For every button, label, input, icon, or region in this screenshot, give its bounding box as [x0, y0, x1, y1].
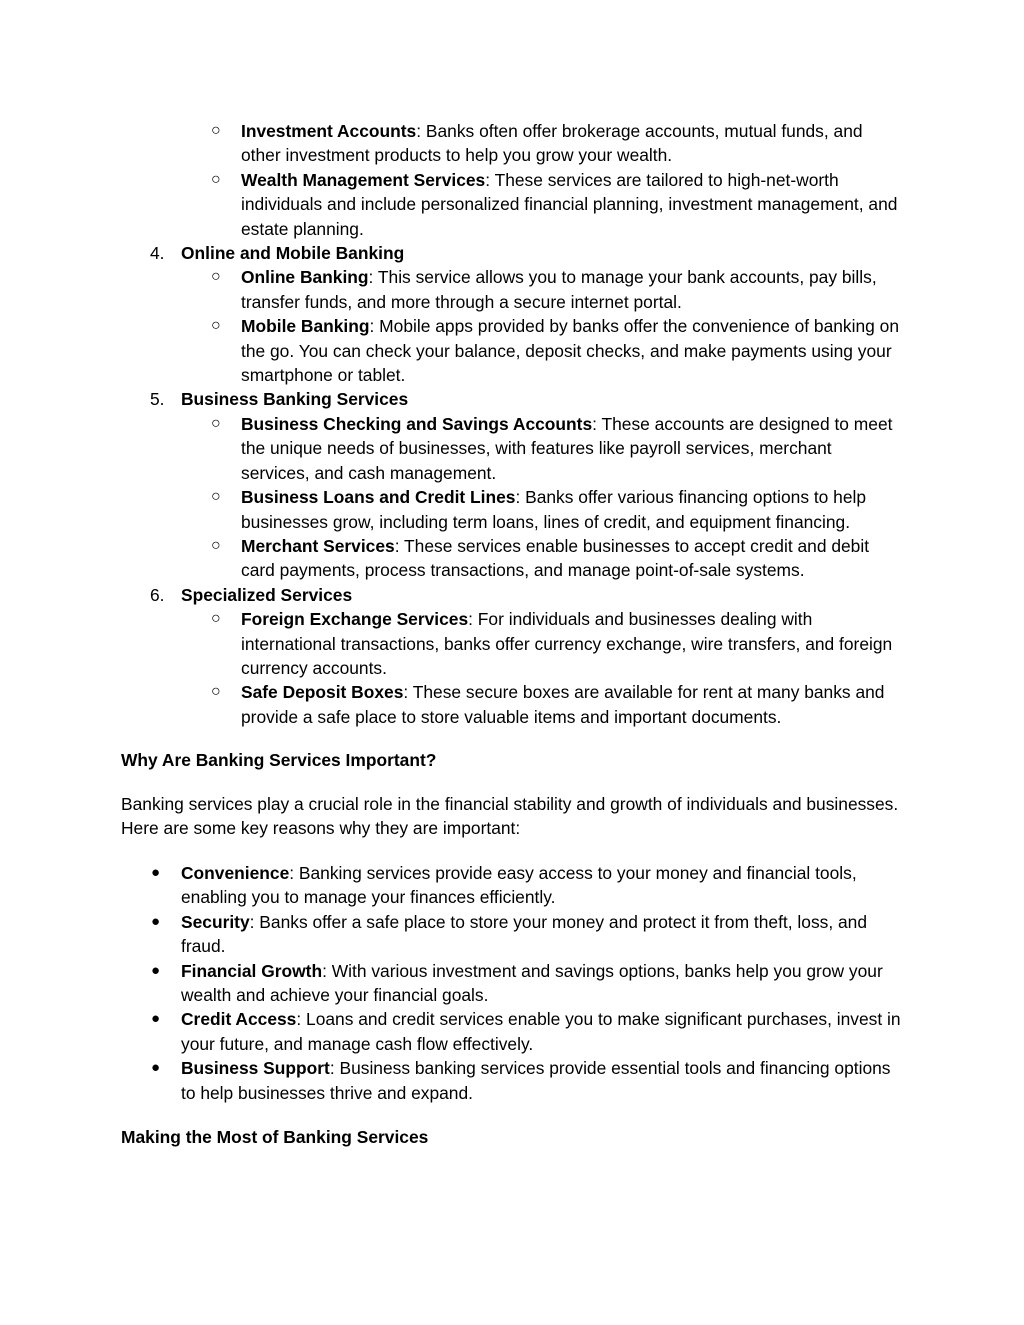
list-item-wealth-management [0, 168, 904, 241]
list-item-foreign-exchange [0, 607, 904, 680]
item-term: Business Loans and Credit Lines [241, 487, 516, 508]
list-number: 4. [150, 243, 165, 264]
heading-why-important: Why Are Banking Services Important? [121, 750, 437, 770]
list-item-investment-accounts [0, 119, 904, 168]
item-description: : Banks often offer brokerage accounts, mutual funds, and other investment products to help you grow your wealth. [241, 121, 863, 166]
list-item-financial-growth [0, 959, 904, 1008]
item-term: Foreign Exchange Services [241, 609, 469, 630]
item-term: Wealth Management Services [241, 169, 486, 190]
hollow-bullet-icon: ○ [211, 170, 221, 188]
section-title: Business Banking Services [181, 389, 409, 410]
item-term: Merchant Services [241, 535, 395, 556]
item-term: Business Support [181, 1058, 330, 1079]
item-description: : For individuals and businesses dealing with international transactions, banks offer currency exchange, wire transfers, and foreign currency accounts. [241, 609, 893, 678]
item-term: Convenience [181, 863, 290, 883]
list-item-convenience [0, 861, 904, 910]
item-term: Safe Deposit Boxes [241, 682, 404, 703]
item-description: : Loans and credit services enable you to make significant purchases, invest in your future, and manage cash flow effectively. [181, 1009, 901, 1054]
item-description: : Mobile apps provided by banks offer the convenience of banking on the go. You can check your balance, deposit checks, and make payments using your smartphone or tablet. [241, 316, 899, 386]
hollow-bullet-icon: ○ [211, 488, 221, 506]
list-item-business-support [0, 1056, 904, 1105]
item-description: : With various investment and savings options, banks help you grow your wealth and achieve your financial goals. [181, 960, 883, 1006]
section-online-mobile-banking [0, 241, 904, 265]
list-number: 6. [150, 584, 165, 605]
section-business-banking [0, 387, 904, 411]
list-item-online-banking [0, 265, 904, 314]
item-term: Mobile Banking [241, 316, 370, 337]
item-term: Financial Growth [181, 960, 323, 981]
hollow-bullet-icon: ○ [211, 122, 221, 139]
item-description: : This service allows you to manage your bank accounts, pay bills, transfer funds, and more through a secure internet portal. [241, 267, 877, 312]
item-description: : These services are tailored to high-net-worth individuals and include personalized financial planning, investment management, and estate planning. [241, 169, 898, 239]
intro-paragraph: Banking services play a crucial role in the financial stability and growth of individuals and businesses. Here are some key reasons why they are important: [121, 794, 899, 839]
filled-bullet-icon: ● [151, 961, 161, 979]
list-number: 5. [150, 389, 165, 410]
item-description: : Banking services provide easy access to your money and financial tools, enabling you to manage your finances efficiently. [181, 863, 857, 908]
list-item-mobile-banking [0, 314, 904, 387]
list-item-security [0, 910, 904, 959]
filled-bullet-icon: ● [151, 912, 161, 930]
filled-bullet-icon: ● [151, 1059, 161, 1077]
heading-making-the-most: Making the Most of Banking Services [121, 1127, 429, 1147]
hollow-bullet-icon: ○ [211, 683, 221, 701]
filled-bullet-icon: ● [151, 1010, 161, 1028]
item-description: : Banks offer various financing options to help businesses grow, including term loans, lines of credit, and equipment financing. [241, 487, 867, 532]
section-title: Specialized Services [181, 584, 353, 605]
list-item-credit-access [0, 1007, 904, 1056]
item-description: : These accounts are designed to meet the unique needs of businesses, with features like payroll services, merchant services, and cash management. [241, 413, 893, 483]
hollow-bullet-icon: ○ [211, 414, 221, 432]
item-term: Security [181, 911, 250, 932]
hollow-bullet-icon: ○ [211, 317, 221, 335]
item-description: : These secure boxes are available for rent at many banks and provide a safe place to store valuable items and important documents. [241, 682, 885, 727]
hollow-bullet-icon: ○ [211, 536, 221, 554]
section-specialized-services [0, 583, 904, 607]
list-item-merchant-services [0, 534, 904, 583]
list-item-business-loans [0, 485, 904, 534]
section-title: Online and Mobile Banking [181, 243, 405, 264]
item-description: : These services enable businesses to accept credit and debit card payments, process transactions, and manage point-of-sale systems. [241, 535, 870, 581]
item-term: Online Banking [241, 267, 369, 288]
item-description: : Banks offer a safe place to store your money and protect it from theft, loss, and fraud. [181, 911, 868, 957]
item-term: Credit Access [181, 1009, 297, 1030]
hollow-bullet-icon: ○ [211, 610, 221, 628]
filled-bullet-icon: ● [151, 864, 161, 881]
list-item-safe-deposit-boxes [0, 680, 904, 729]
item-term: Business Checking and Savings Accounts [241, 413, 593, 434]
list-item-business-checking [0, 412, 904, 485]
services-list [0, 119, 1024, 729]
hollow-bullet-icon: ○ [211, 268, 221, 286]
importance-list [0, 861, 1024, 1105]
item-term: Investment Accounts [241, 121, 417, 141]
item-description: : Business banking services provide essential tools and financing options to help businesses thrive and expand. [181, 1058, 891, 1103]
